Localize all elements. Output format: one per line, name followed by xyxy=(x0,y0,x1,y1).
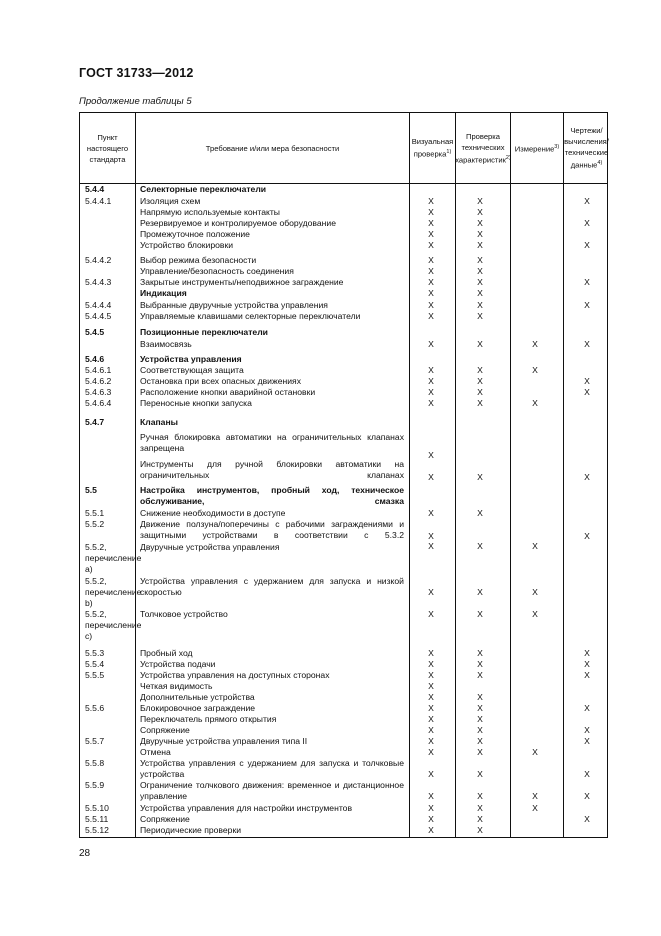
clause-number: 5.4.4 xyxy=(85,184,105,194)
clause-number: 5.5.2, перечисление c) xyxy=(85,609,142,641)
requirement-text: Периодические проверки xyxy=(140,825,242,835)
requirement-text: Резервируемое и контролируемое оборудование xyxy=(140,218,336,228)
clause-number: 5.5.3 xyxy=(85,648,105,658)
mark-measure: X xyxy=(532,803,538,813)
requirement-text: Устройства подачи xyxy=(140,659,216,669)
clause-number: 5.5.11 xyxy=(85,814,109,824)
requirement-text: Закрытые инструменты/неподвижное заграждение xyxy=(140,277,344,287)
clause-number: 5.4.6.2 xyxy=(85,376,112,386)
mark-visual: X xyxy=(428,240,434,250)
mark-visual: X xyxy=(428,725,434,735)
mark-tech: X xyxy=(477,670,483,680)
mark-tech: X xyxy=(477,376,483,386)
clause-number: 5.4.6 xyxy=(85,354,105,364)
requirement-text: Ручная блокировка автоматики на ограничительных клапанах запрещена xyxy=(140,432,404,453)
mark-visual: X xyxy=(428,681,434,691)
requirement-text: Индикация xyxy=(140,288,187,298)
mark-tech: X xyxy=(477,725,483,735)
column-divider xyxy=(510,113,511,837)
mark-drawings: X xyxy=(584,300,590,310)
clause-number: 5.4.4.5 xyxy=(85,311,112,321)
mark-measure: X xyxy=(532,541,538,551)
mark-drawings: X xyxy=(584,648,590,658)
column-divider xyxy=(135,113,136,837)
mark-tech: X xyxy=(477,814,483,824)
mark-tech: X xyxy=(477,825,483,835)
requirement-text: Блокировочное заграждение xyxy=(140,703,256,713)
mark-visual: X xyxy=(428,300,434,310)
column-header-code: Пункт настоящего стандарта xyxy=(86,132,129,164)
clause-number: 5.5.12 xyxy=(85,825,109,835)
mark-visual: X xyxy=(428,365,434,375)
clause-number: 5.4.5 xyxy=(85,327,105,337)
mark-visual: X xyxy=(428,769,434,779)
mark-tech: X xyxy=(477,229,483,239)
requirement-text: Устройства управления для настройки инструментов xyxy=(140,803,353,813)
mark-tech: X xyxy=(477,541,483,551)
mark-drawings: X xyxy=(584,659,590,669)
mark-drawings: X xyxy=(584,703,590,713)
column-divider xyxy=(563,113,564,837)
mark-tech: X xyxy=(477,196,483,206)
requirement-text: Дополнительные устройства xyxy=(140,692,255,702)
clause-number: 5.5.7 xyxy=(85,736,105,746)
column-header-visual: Визуальная проверка$^{1)}$ xyxy=(411,137,454,159)
mark-visual: X xyxy=(428,714,434,724)
requirement-text: Остановка при всех опасных движениях xyxy=(140,376,301,386)
mark-measure: X xyxy=(532,791,538,801)
clause-number: 5.5.5 xyxy=(85,670,105,680)
mark-visual: X xyxy=(428,825,434,835)
column-header-measure: Измерение$^{3)}$ xyxy=(514,143,560,154)
requirement-text: Выбранные двуручные устройства управления xyxy=(140,300,328,310)
mark-visual: X xyxy=(428,609,434,619)
mark-visual: X xyxy=(428,692,434,702)
clause-number: 5.5.6 xyxy=(85,703,105,713)
clause-number: 5.5 xyxy=(85,485,97,495)
clause-number: 5.4.6.1 xyxy=(85,365,112,375)
clause-number: 5.4.4.2 xyxy=(85,255,112,265)
mark-drawings: X xyxy=(584,196,590,206)
requirement-text: Сопряжение xyxy=(140,725,190,735)
mark-visual: X xyxy=(428,288,434,298)
column-divider xyxy=(455,113,456,837)
mark-visual: X xyxy=(428,311,434,321)
mark-tech: X xyxy=(477,609,483,619)
requirement-text: Устройства управления с удержанием для запуска и толчковые устройства xyxy=(140,758,404,779)
mark-tech: X xyxy=(477,736,483,746)
requirement-text: Отмена xyxy=(140,747,171,757)
mark-tech: X xyxy=(477,472,483,482)
mark-tech: X xyxy=(477,218,483,228)
mark-tech: X xyxy=(477,803,483,813)
requirement-text: Двуручные устройства управления типа II xyxy=(140,736,308,746)
requirement-text: Четкая видимость xyxy=(140,681,213,691)
column-header-requirement: Требование и/или мера безопасности xyxy=(205,143,340,153)
mark-measure: X xyxy=(532,398,538,408)
mark-tech: X xyxy=(477,266,483,276)
mark-visual: X xyxy=(428,472,434,482)
mark-visual: X xyxy=(428,803,434,813)
mark-drawings: X xyxy=(584,277,590,287)
mark-visual: X xyxy=(428,508,434,518)
requirement-text: Настройка инструментов, пробный ход, техническое обслуживание, смазка xyxy=(140,485,404,506)
mark-tech: X xyxy=(477,648,483,658)
clause-number: 5.5.4 xyxy=(85,659,105,669)
doc-title: ГОСТ 31733—2012 xyxy=(79,66,194,80)
requirement-text: Выбор режима безопасности xyxy=(140,255,257,265)
mark-measure: X xyxy=(532,609,538,619)
page-number: 28 xyxy=(79,848,91,859)
mark-visual: X xyxy=(428,255,434,265)
mark-tech: X xyxy=(477,791,483,801)
mark-visual: X xyxy=(428,450,434,460)
requirement-text: Снижение необходимости в доступе xyxy=(140,508,286,518)
clause-number: 5.5.2, перечисление b) xyxy=(85,576,142,608)
mark-drawings: X xyxy=(584,376,590,386)
requirement-text: Устройства управления с удержанием для запуска и низкой скоростью xyxy=(140,576,404,597)
mark-measure: X xyxy=(532,587,538,597)
mark-tech: X xyxy=(477,365,483,375)
column-divider xyxy=(409,113,410,837)
mark-tech: X xyxy=(477,714,483,724)
mark-visual: X xyxy=(428,531,434,541)
mark-tech: X xyxy=(477,508,483,518)
requirement-text: Сопряжение xyxy=(140,814,190,824)
requirement-text: Переключатель прямого открытия xyxy=(140,714,277,724)
mark-tech: X xyxy=(477,288,483,298)
requirement-text: Устройства управления на доступных сторонах xyxy=(140,670,330,680)
requirement-text: Клапаны xyxy=(140,417,178,427)
requirement-text: Расположение кнопки аварийной остановки xyxy=(140,387,316,397)
clause-number: 5.4.4.4 xyxy=(85,300,112,310)
mark-tech: X xyxy=(477,207,483,217)
requirement-text: Инструменты для ручной блокировки автоматики на ограничительных клапанах xyxy=(140,459,404,480)
clause-number: 5.4.4.3 xyxy=(85,277,112,287)
requirement-text: Соответствующая защита xyxy=(140,365,244,375)
mark-tech: X xyxy=(477,339,483,349)
mark-visual: X xyxy=(428,387,434,397)
mark-visual: X xyxy=(428,814,434,824)
requirements-table xyxy=(79,112,608,838)
clause-number: 5.5.10 xyxy=(85,803,109,813)
mark-drawings: X xyxy=(584,472,590,482)
requirement-text: Управление/безопасность соединения xyxy=(140,266,294,276)
mark-visual: X xyxy=(428,277,434,287)
mark-tech: X xyxy=(477,311,483,321)
mark-drawings: X xyxy=(584,670,590,680)
requirement-text: Толчковое устройство xyxy=(140,609,228,619)
mark-visual: X xyxy=(428,659,434,669)
mark-visual: X xyxy=(428,196,434,206)
mark-visual: X xyxy=(428,791,434,801)
mark-tech: X xyxy=(477,277,483,287)
mark-measure: X xyxy=(532,365,538,375)
mark-visual: X xyxy=(428,587,434,597)
mark-visual: X xyxy=(428,747,434,757)
mark-visual: X xyxy=(428,229,434,239)
mark-drawings: X xyxy=(584,725,590,735)
mark-drawings: X xyxy=(584,531,590,541)
requirement-text: Пробный ход xyxy=(140,648,193,658)
mark-drawings: X xyxy=(584,218,590,228)
mark-tech: X xyxy=(477,240,483,250)
clause-number: 5.5.8 xyxy=(85,758,105,768)
mark-drawings: X xyxy=(584,791,590,801)
mark-tech: X xyxy=(477,769,483,779)
mark-visual: X xyxy=(428,703,434,713)
clause-number: 5.5.9 xyxy=(85,780,105,790)
mark-drawings: X xyxy=(584,814,590,824)
mark-visual: X xyxy=(428,670,434,680)
requirement-text: Устройство блокировки xyxy=(140,240,234,250)
requirement-text: Ограничение толчкового движения: временное и дистанционное управление xyxy=(140,780,404,801)
requirement-text: Селекторные переключатели xyxy=(140,184,267,194)
mark-tech: X xyxy=(477,703,483,713)
mark-drawings: X xyxy=(584,240,590,250)
clause-number: 5.4.7 xyxy=(85,417,105,427)
column-header-tech: Проверка технических характеристик$^{2)}$ xyxy=(455,131,511,165)
mark-visual: X xyxy=(428,736,434,746)
requirement-text: Изоляция схем xyxy=(140,196,201,206)
requirement-text: Промежуточное положение xyxy=(140,229,250,239)
clause-number: 5.5.1 xyxy=(85,508,105,518)
clause-number: 5.4.4.1 xyxy=(85,196,112,206)
mark-drawings: X xyxy=(584,736,590,746)
mark-tech: X xyxy=(477,398,483,408)
mark-tech: X xyxy=(477,692,483,702)
mark-visual: X xyxy=(428,339,434,349)
requirement-text: Взаимосвязь xyxy=(140,339,192,349)
mark-visual: X xyxy=(428,376,434,386)
mark-tech: X xyxy=(477,659,483,669)
mark-visual: X xyxy=(428,541,434,551)
clause-number: 5.5.2, перечисление a) xyxy=(85,542,142,574)
mark-measure: X xyxy=(532,747,538,757)
mark-visual: X xyxy=(428,207,434,217)
mark-visual: X xyxy=(428,266,434,276)
requirement-text: Напрямую используемые контакты xyxy=(140,207,280,217)
mark-tech: X xyxy=(477,587,483,597)
mark-tech: X xyxy=(477,300,483,310)
mark-visual: X xyxy=(428,218,434,228)
mark-drawings: X xyxy=(584,339,590,349)
requirement-text: Переносные кнопки запуска xyxy=(140,398,252,408)
requirement-text: Двуручные устройства управления xyxy=(140,542,280,552)
column-header-drawings: Чертежи/вычисления/технические данные$^{4)}$ xyxy=(564,126,609,170)
requirement-text: Движение ползуна/поперечины с рабочими заграждениями и защитными устройствами в соответствии с 5.3.2 xyxy=(140,519,404,540)
requirement-text: Управляемые клавишами селекторные переключатели xyxy=(140,311,361,321)
mark-tech: X xyxy=(477,255,483,265)
table-caption: Продолжение таблицы 5 xyxy=(79,96,192,107)
requirement-text: Позиционные переключатели xyxy=(140,327,268,337)
mark-measure: X xyxy=(532,339,538,349)
mark-drawings: X xyxy=(584,769,590,779)
mark-drawings: X xyxy=(584,387,590,397)
clause-number: 5.4.6.4 xyxy=(85,398,112,408)
clause-number: 5.4.6.3 xyxy=(85,387,112,397)
mark-tech: X xyxy=(477,747,483,757)
mark-tech: X xyxy=(477,387,483,397)
requirement-text: Устройства управления xyxy=(140,354,242,364)
mark-visual: X xyxy=(428,398,434,408)
mark-visual: X xyxy=(428,648,434,658)
clause-number: 5.5.2 xyxy=(85,519,105,529)
